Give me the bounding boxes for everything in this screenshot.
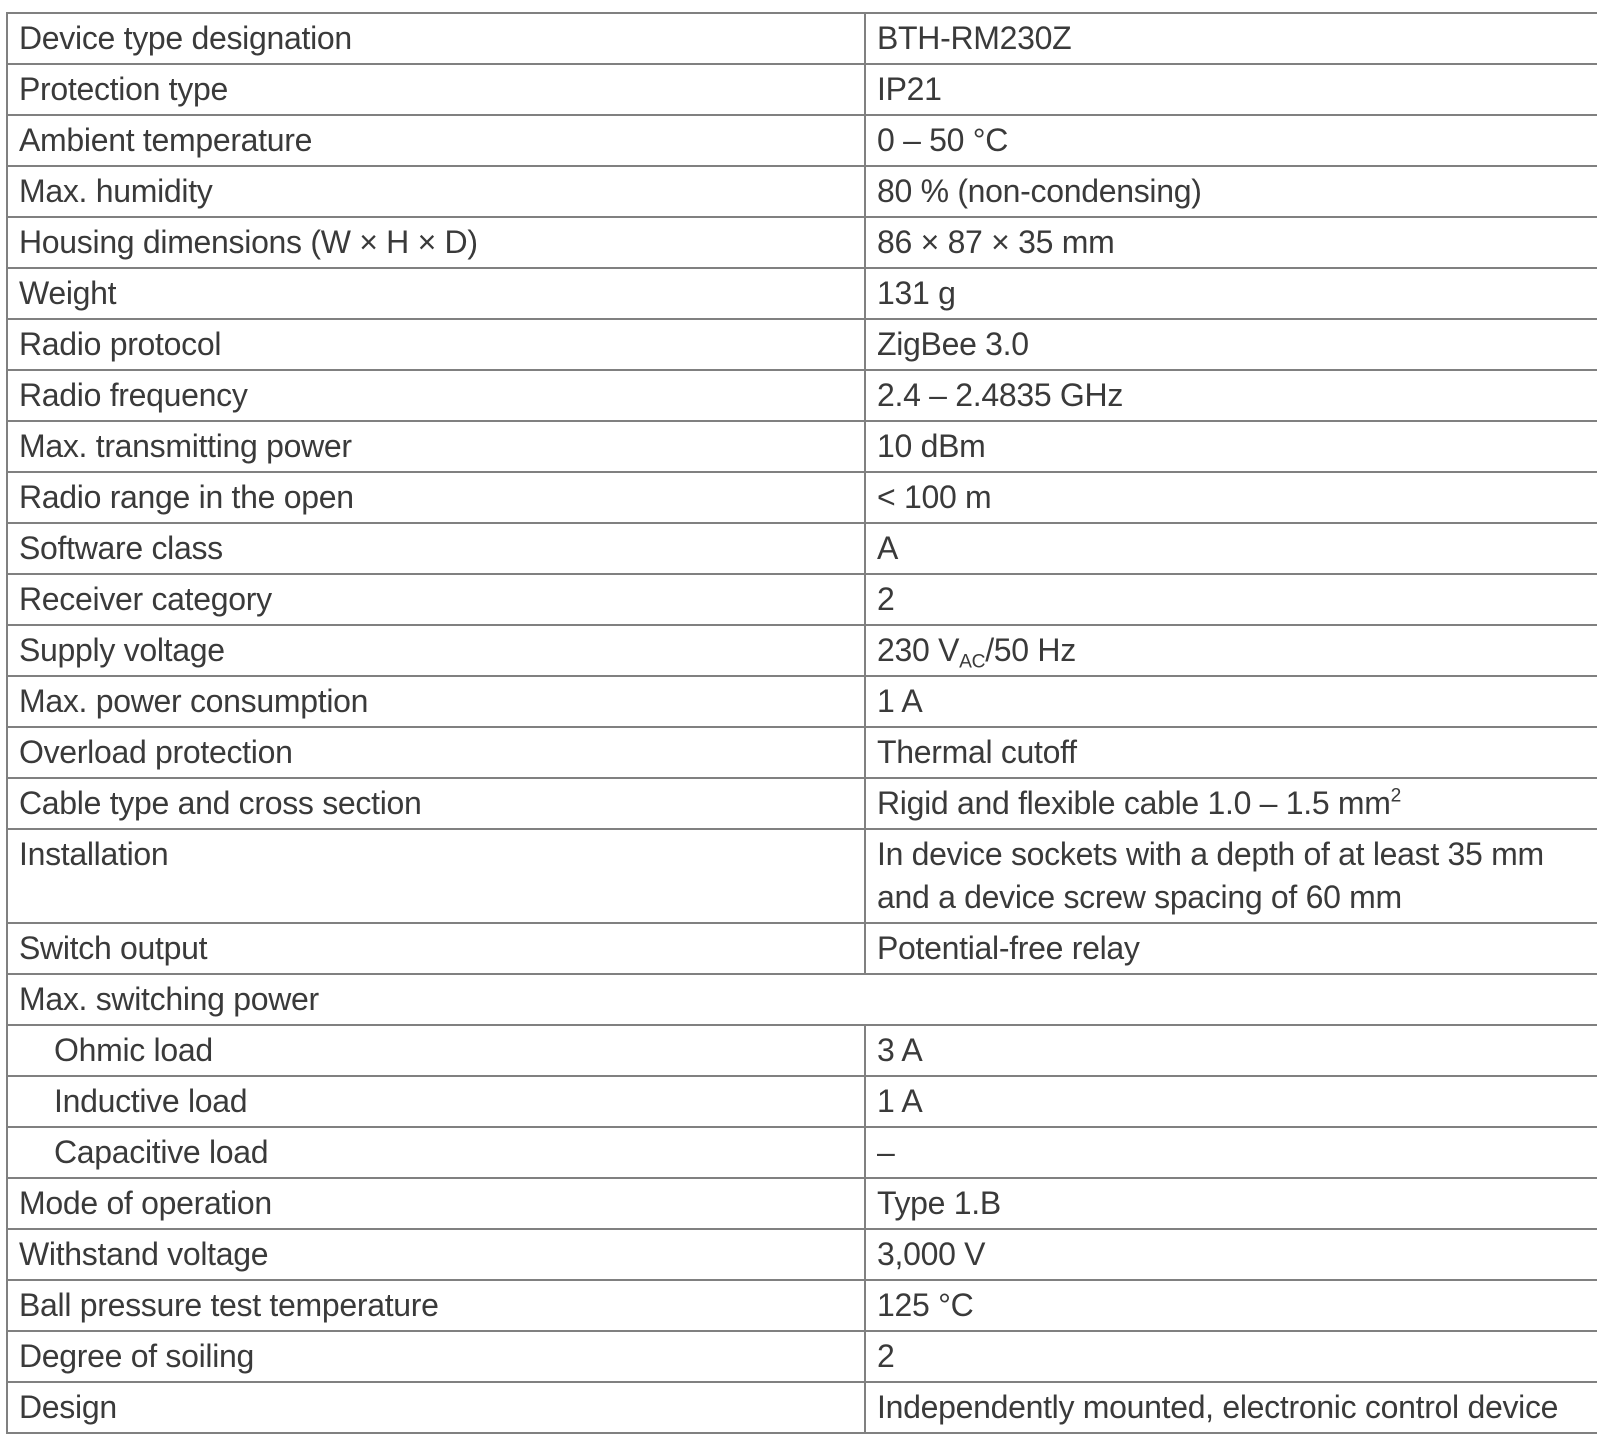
- value-cell: Independently mounted, electronic control device: [865, 1382, 1597, 1433]
- value-cell: 2: [865, 574, 1597, 625]
- value-cell: A: [865, 523, 1597, 574]
- value-cell: Type 1.B: [865, 1178, 1597, 1229]
- value-cell: 1 A: [865, 1076, 1597, 1127]
- label-cell: Radio protocol: [7, 319, 865, 370]
- table-row: [7, 115, 1597, 166]
- table-row: [7, 421, 1597, 472]
- section-header-cell: Max. switching power: [7, 974, 1597, 1025]
- spec-table: [6, 12, 1597, 1434]
- label-cell: Max. humidity: [7, 166, 865, 217]
- table-row: [7, 370, 1597, 421]
- table-row: [7, 1178, 1597, 1229]
- label-cell: Radio range in the open: [7, 472, 865, 523]
- table-row: [7, 923, 1597, 974]
- value-cell: ZigBee 3.0: [865, 319, 1597, 370]
- value-cell: 0 – 50 °C: [865, 115, 1597, 166]
- table-row: [7, 1382, 1597, 1433]
- label-cell: Ambient temperature: [7, 115, 865, 166]
- table-row: [7, 1331, 1597, 1382]
- label-cell: Device type designation: [7, 13, 865, 64]
- value-cell: 10 dBm: [865, 421, 1597, 472]
- table-row: [7, 974, 1597, 1025]
- label-cell: Receiver category: [7, 574, 865, 625]
- table-row: [7, 574, 1597, 625]
- table-row: [7, 1076, 1597, 1127]
- table-row: [7, 727, 1597, 778]
- label-cell: Software class: [7, 523, 865, 574]
- label-cell: Design: [7, 1382, 865, 1433]
- table-row: [7, 1280, 1597, 1331]
- value-cell: [865, 625, 1597, 676]
- table-row: [7, 1127, 1597, 1178]
- label-cell: Overload protection: [7, 727, 865, 778]
- table-row: [7, 1025, 1597, 1076]
- value-cell: 3 A: [865, 1025, 1597, 1076]
- table-row: [7, 778, 1597, 829]
- value-cell: 3,000 V: [865, 1229, 1597, 1280]
- value-text: /50 Hz: [985, 632, 1076, 668]
- label-cell: Max. power consumption: [7, 676, 865, 727]
- label-cell: Switch output: [7, 923, 865, 974]
- value-cell: 2.4 – 2.4835 GHz: [865, 370, 1597, 421]
- label-cell: Installation: [7, 829, 865, 923]
- value-cell: 2: [865, 1331, 1597, 1382]
- label-cell: Capacitive load: [7, 1127, 865, 1178]
- table-row: [7, 1229, 1597, 1280]
- value-cell: < 100 m: [865, 472, 1597, 523]
- table-row: [7, 64, 1597, 115]
- value-cell: 125 °C: [865, 1280, 1597, 1331]
- label-cell: Mode of operation: [7, 1178, 865, 1229]
- value-text: 230 V: [877, 632, 960, 668]
- label-cell: Protection type: [7, 64, 865, 115]
- table-row: [7, 319, 1597, 370]
- value-text: Rigid and flexible cable 1.0 – 1.5 mm: [877, 785, 1391, 821]
- value-cell: In device sockets with a depth of at least 35 mm and a device screw spacing of 60 mm: [865, 829, 1597, 923]
- value-cell: 80 % (non-condensing): [865, 166, 1597, 217]
- label-cell: Withstand voltage: [7, 1229, 865, 1280]
- value-cell: 131 g: [865, 268, 1597, 319]
- label-cell: Inductive load: [7, 1076, 865, 1127]
- superscript-text: 2: [1390, 785, 1402, 807]
- table-row: [7, 268, 1597, 319]
- table-row: [7, 625, 1597, 676]
- table-row: [7, 217, 1597, 268]
- subscript-text: AC: [959, 651, 986, 673]
- value-cell: IP21: [865, 64, 1597, 115]
- label-cell: Housing dimensions (W × H × D): [7, 217, 865, 268]
- value-cell: BTH-RM230Z: [865, 13, 1597, 64]
- value-cell: 86 × 87 × 35 mm: [865, 217, 1597, 268]
- table-row: [7, 166, 1597, 217]
- value-cell: Potential-free relay: [865, 923, 1597, 974]
- table-row: [7, 829, 1597, 923]
- label-cell: Cable type and cross section: [7, 778, 865, 829]
- label-cell: Max. transmitting power: [7, 421, 865, 472]
- label-cell: Supply voltage: [7, 625, 865, 676]
- table-row: [7, 523, 1597, 574]
- value-cell: –: [865, 1127, 1597, 1178]
- table-row: [7, 472, 1597, 523]
- value-cell: Thermal cutoff: [865, 727, 1597, 778]
- value-cell: [865, 778, 1597, 829]
- label-cell: Ball pressure test temperature: [7, 1280, 865, 1331]
- label-cell: Ohmic load: [7, 1025, 865, 1076]
- table-row: [7, 13, 1597, 64]
- table-row: [7, 676, 1597, 727]
- value-cell: 1 A: [865, 676, 1597, 727]
- label-cell: Weight: [7, 268, 865, 319]
- label-cell: Radio frequency: [7, 370, 865, 421]
- label-cell: Degree of soiling: [7, 1331, 865, 1382]
